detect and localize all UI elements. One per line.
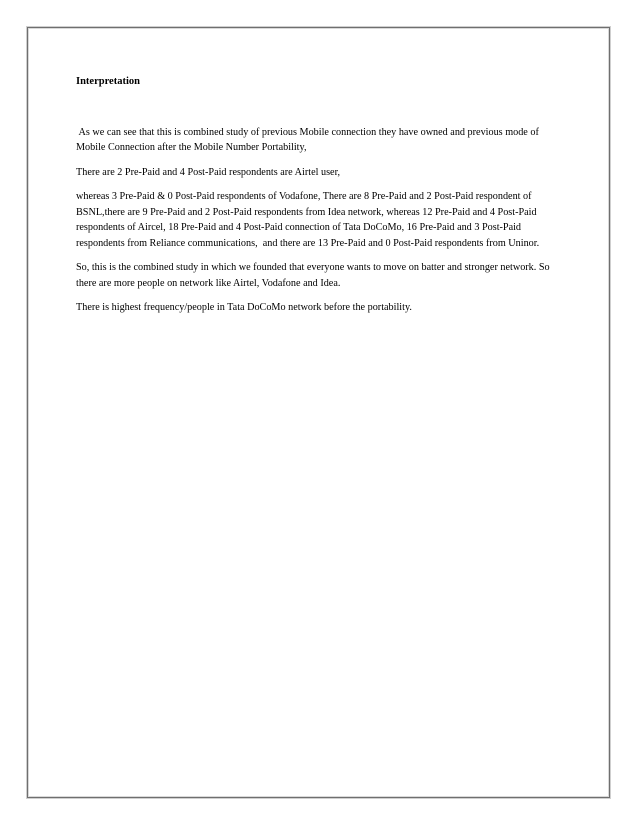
- paragraph-operators: whereas 3 Pre-Paid & 0 Post-Paid respondents of Vodafone, There are 8 Pre-Paid and 2 Post-Paid respondent of BSNL,there are 9 Pre-Paid and 2 Post-Paid respondents from Idea network, whereas 12 Pre-Paid and 4 Post-Paid respondents of Aircel, 18 Pre-Paid and 4 Post-Paid connection of Tata DoCoMo, 16 Pre-Paid and 3 Post-Paid respondents from Reliance communications, and there are 13 Pre-Paid and 0 Post-Paid respondents from Uninor.: [76, 191, 540, 249]
- paragraph-airtel: There are 2 Pre-Paid and 4 Post-Paid respondents are Airtel user,: [76, 166, 341, 178]
- document-body: [76, 74, 566, 325]
- page-title: Interpretation: [76, 76, 140, 87]
- paragraph-highest-frequency: There is highest frequency/people in Tata DoCoMo network before the portability.: [76, 302, 412, 313]
- paragraph-conclusion: So, this is the combined study in which we founded that everyone wants to move on batter and stronger network. So there are more people on network like Airtel, Vodafone and Idea.: [76, 262, 550, 289]
- paragraph-intro: As we can see that this is combined study of previous Mobile connection they have owned and previous mode of Mobile Connection after the Mobile Number Portability,: [76, 126, 542, 153]
